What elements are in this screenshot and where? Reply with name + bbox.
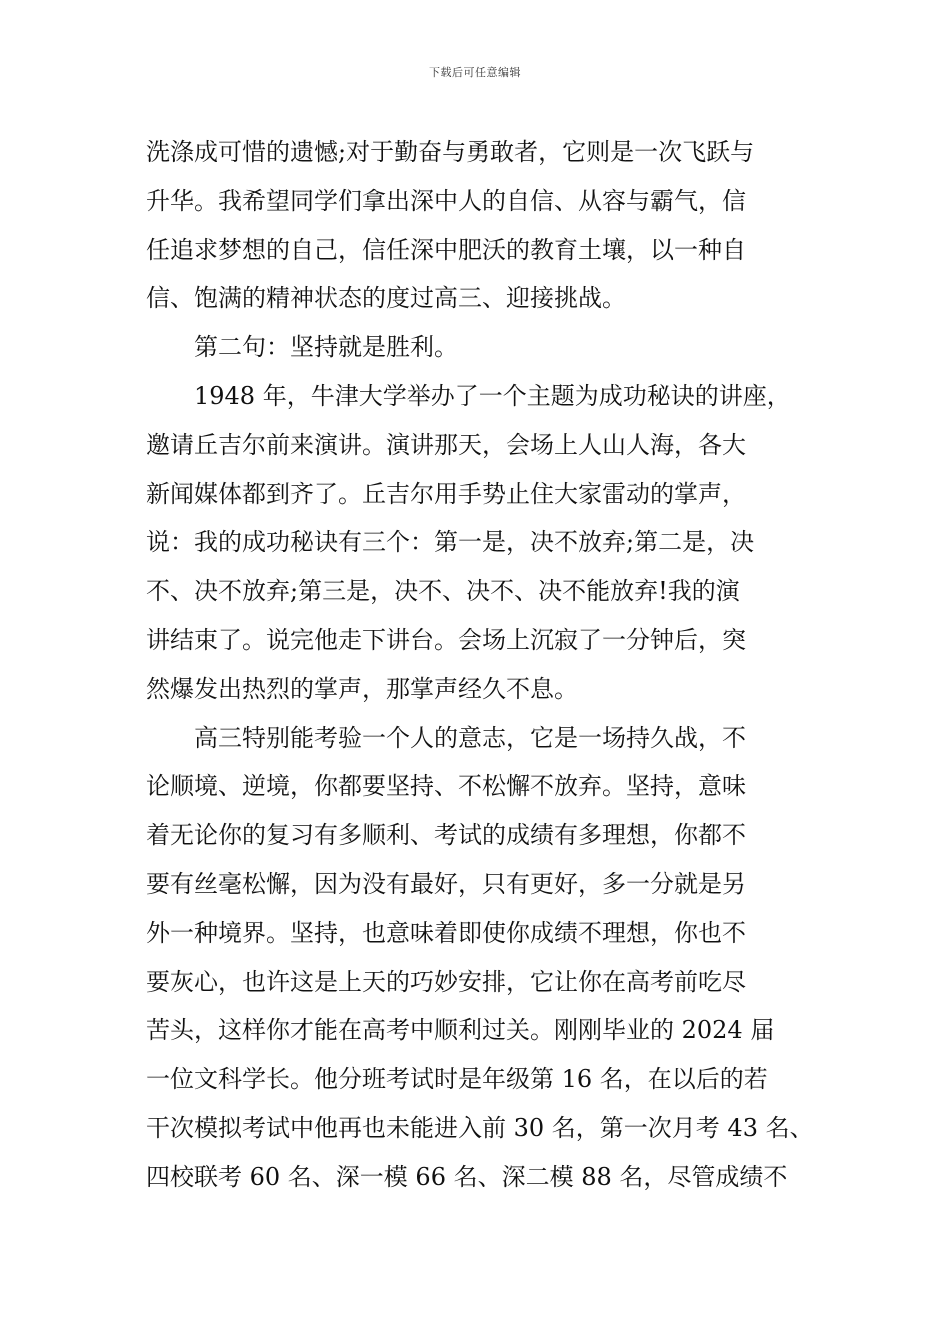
text-line: 不、决不放弃;第三是，决不、决不、决不能放弃!我的演 bbox=[146, 577, 740, 606]
text-line: 洗涤成可惜的遗憾;对于勤奋与勇敢者，它则是一次飞跃与 bbox=[146, 138, 755, 166]
text-line: 四校联考 60 名、深一模 66 名、深二模 88 名，尽管成绩不 bbox=[146, 1162, 788, 1191]
text-line: 外一种境界。坚持，也意味着即使你成绩不理想，你也不 bbox=[146, 918, 746, 947]
text-line: 升华。我希望同学们拿出深中人的自信、从容与霸气，信 bbox=[146, 186, 746, 215]
paragraph-start-line: 高三特别能考验一个人的意志，它是一场持久战，不 bbox=[194, 723, 746, 752]
text-line: 要有丝毫松懈，因为没有最好，只有更好，多一分就是另 bbox=[146, 869, 746, 898]
paragraph-start-line: 第二句：坚持就是胜利。 bbox=[194, 333, 458, 362]
document-body bbox=[146, 128, 826, 1202]
text-line: 讲结束了。说完他走下讲台。会场上沉寂了一分钟后，突 bbox=[146, 625, 746, 654]
page-header: 下载后可任意编辑 bbox=[429, 66, 521, 79]
text-line: 苦头，这样你才能在高考中顺利过关。刚刚毕业的 2024 届 bbox=[146, 1016, 775, 1045]
text-line: 论顺境、逆境，你都要坚持、不松懈不放弃。坚持，意味 bbox=[146, 772, 746, 801]
text-line: 要灰心，也许这是上天的巧妙安排，它让你在高考前吃尽 bbox=[146, 967, 746, 996]
text-line: 信、饱满的精神状态的度过高三、迎接挑战。 bbox=[146, 284, 626, 313]
text-line: 邀请丘吉尔前来演讲。演讲那天，会场上人山人海，各大 bbox=[146, 430, 746, 459]
text-line: 然爆发出热烈的掌声，那掌声经久不息。 bbox=[146, 674, 578, 703]
text-line: 任追求梦想的自己，信任深中肥沃的教育土壤，以一种自 bbox=[146, 235, 746, 264]
paragraph-start-line: 1948 年，牛津大学举办了一个主题为成功秘诀的讲座， bbox=[194, 381, 791, 410]
text-line: 说：我的成功秘诀有三个：第一是，决不放弃;第二是，决 bbox=[146, 528, 755, 557]
text-line: 新闻媒体都到齐了。丘吉尔用手势止住大家雷动的掌声， bbox=[146, 479, 746, 508]
text-line: 着无论你的复习有多顺利、考试的成绩有多理想，你都不 bbox=[146, 821, 746, 850]
text-line: 一位文科学长。他分班考试时是年级第 16 名，在以后的若 bbox=[146, 1065, 768, 1094]
text-line: 干次模拟考试中他再也未能进入前 30 名，第一次月考 43 名、 bbox=[146, 1113, 814, 1142]
